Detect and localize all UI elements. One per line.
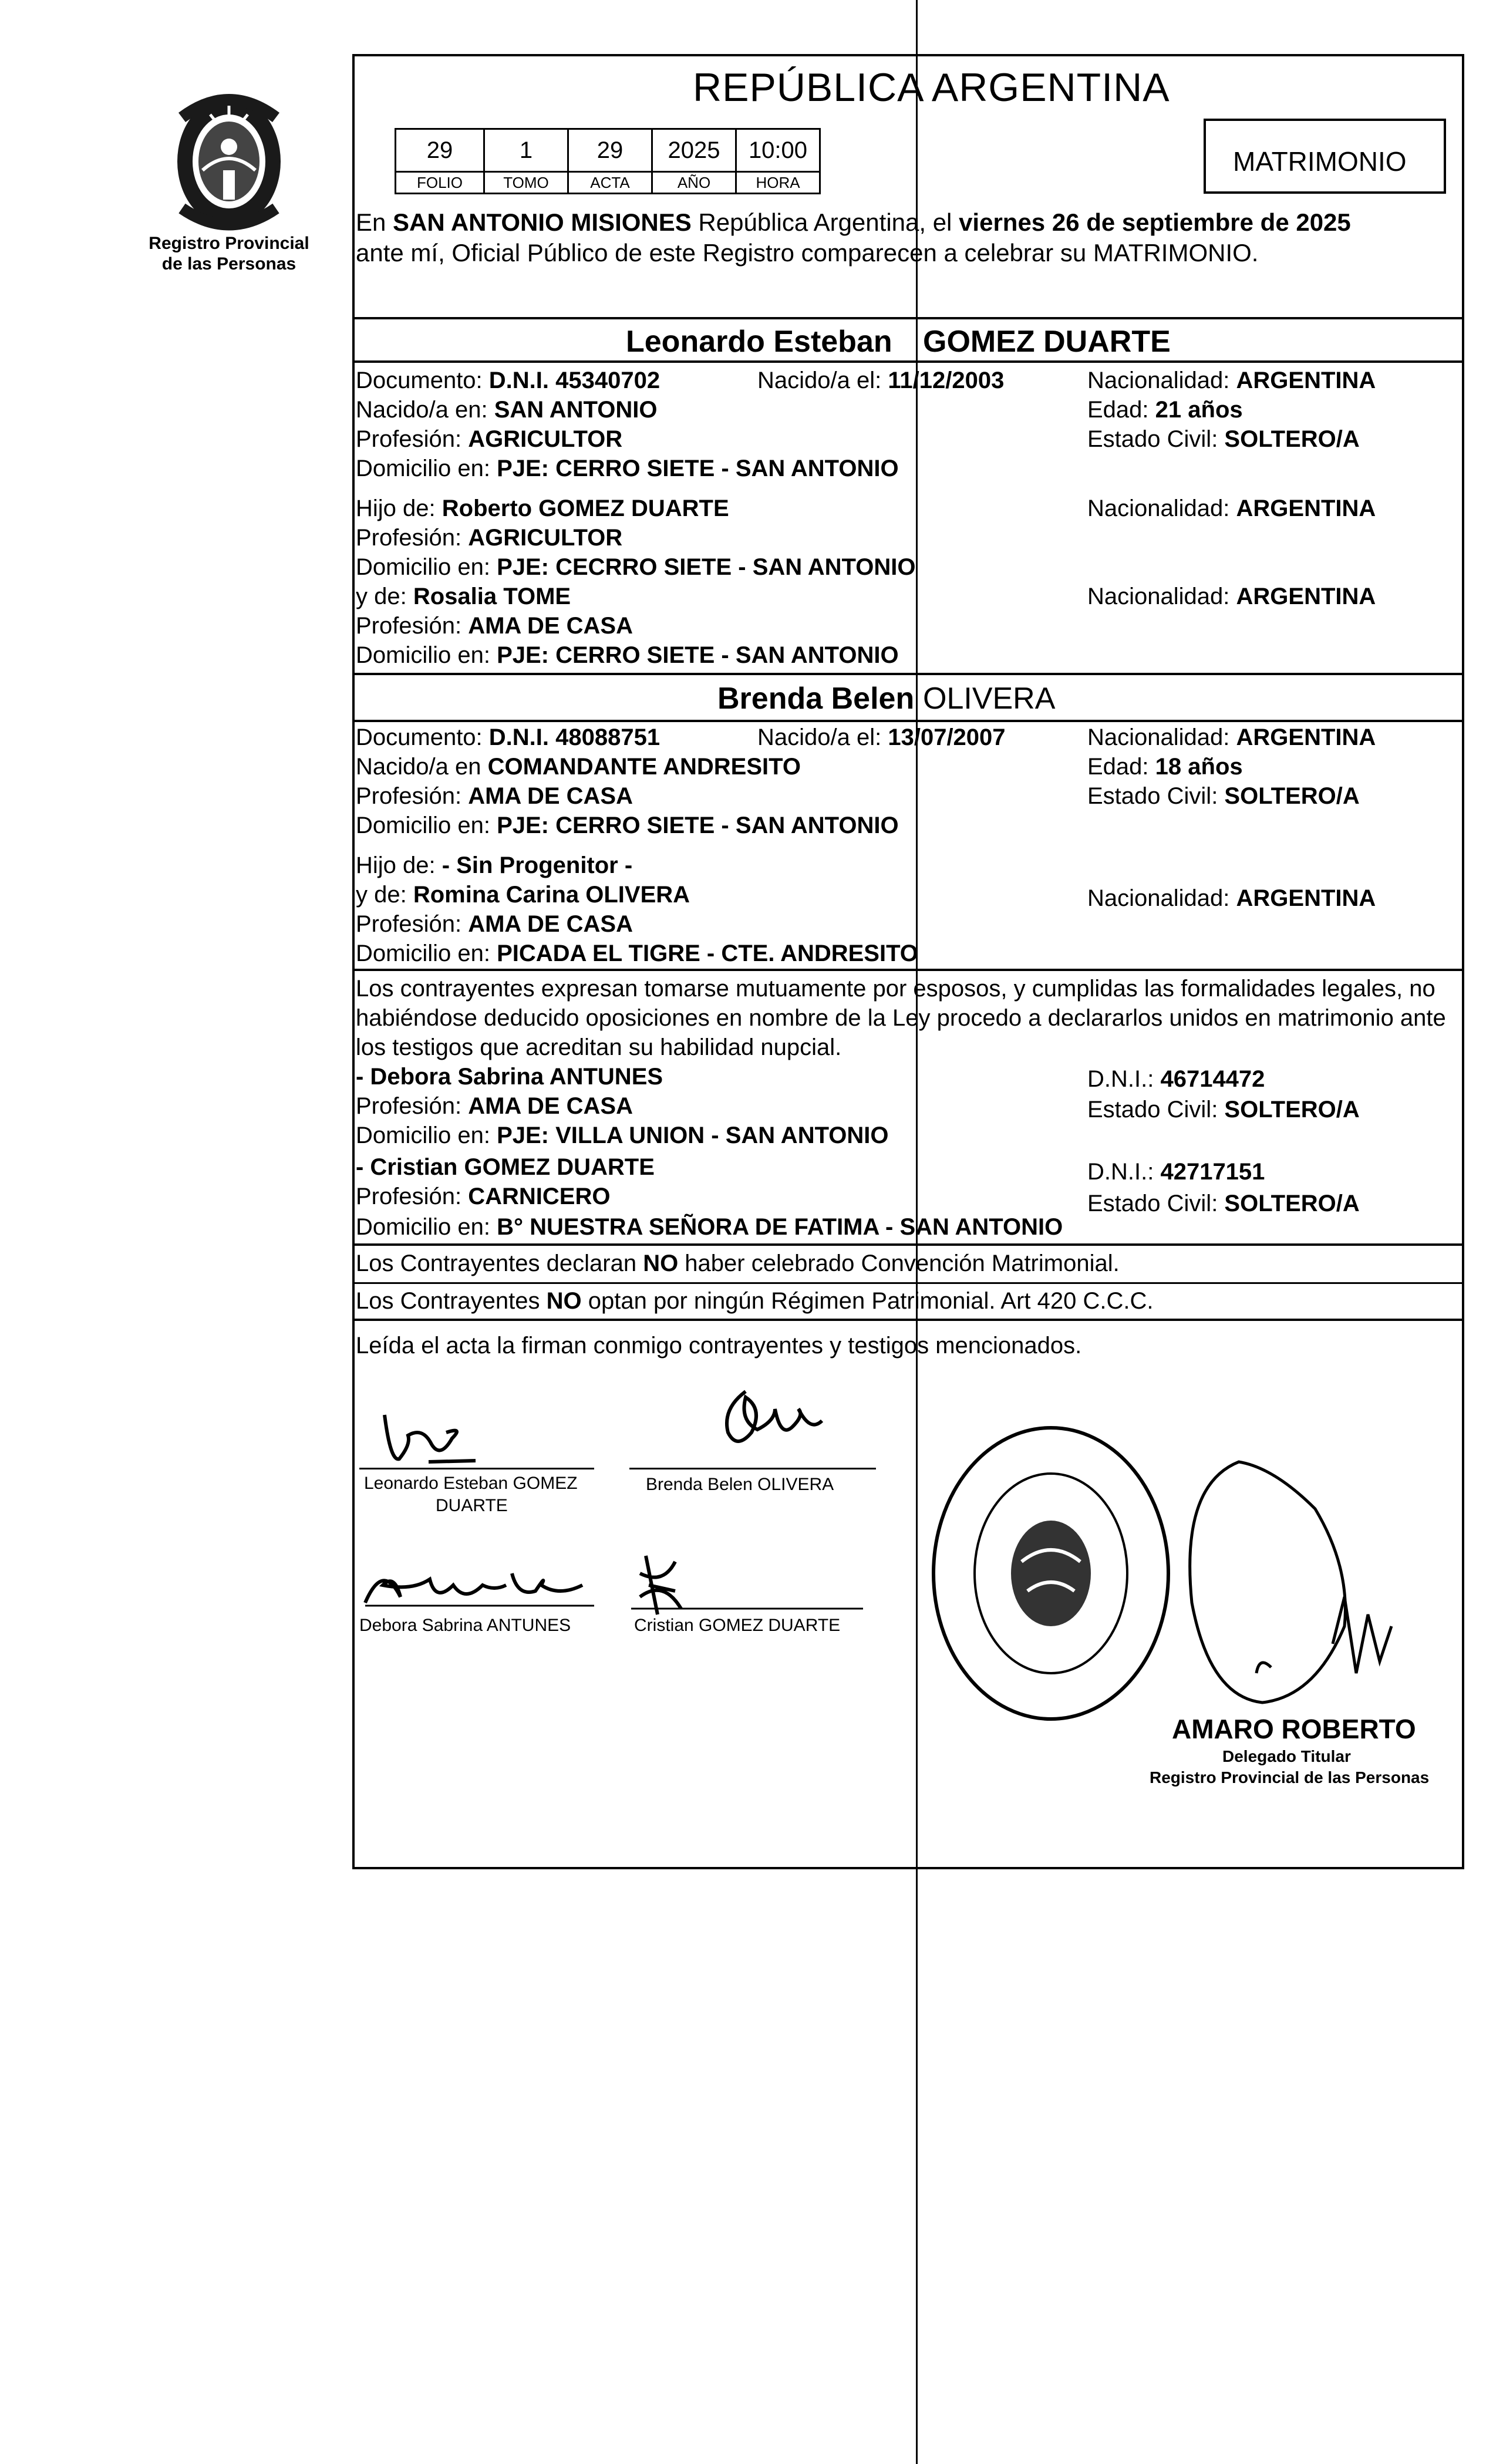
witness-1-profession-value: AMA DE CASA bbox=[468, 1093, 633, 1119]
year-label: AÑO bbox=[652, 172, 736, 194]
bride-mother-address: Domicilio en: PICADA EL TIGRE - CTE. ANDRESITO bbox=[356, 941, 918, 966]
groom-birthplace: Nacido/a en: SAN ANTONIO bbox=[356, 397, 658, 423]
groom-father-profession: Profesión: AGRICULTOR bbox=[356, 525, 623, 551]
form-right-border bbox=[1462, 54, 1464, 1868]
bride-nationality-value: ARGENTINA bbox=[1236, 724, 1376, 750]
witness-2-profession-value: CARNICERO bbox=[468, 1184, 611, 1209]
witness-2-address: Domicilio en: B° NUESTRA SEÑORA DE FATIMA - SAN ANTONIO bbox=[356, 1214, 1063, 1240]
folio-label: FOLIO bbox=[396, 172, 484, 194]
witness-1-address: Domicilio en: PJE: VILLA UNION - SAN ANTONIO bbox=[356, 1123, 889, 1148]
bride-father: Hijo de: - Sin Progenitor - bbox=[356, 852, 633, 878]
groom-document: Documento: D.N.I. 45340702 bbox=[356, 368, 660, 393]
bride-address: Domicilio en: PJE: CERRO SIETE - SAN ANTONIO bbox=[356, 813, 899, 838]
groom-dni: D.N.I. 45340702 bbox=[488, 368, 660, 393]
convention-no-1: NO bbox=[643, 1250, 679, 1276]
groom-father-nationality: Nacionalidad: ARGENTINA bbox=[1087, 496, 1376, 521]
official-role: Delegado Titular bbox=[1222, 1747, 1351, 1765]
acta-label: ACTA bbox=[568, 172, 652, 194]
groom-top-border bbox=[352, 317, 1464, 319]
groom-mother-nationality-value: ARGENTINA bbox=[1236, 584, 1376, 609]
groom-father-address: Domicilio en: PJE: CECRRO SIETE - SAN ANTONIO bbox=[356, 554, 916, 580]
bride-dni: D.N.I. 48088751 bbox=[488, 724, 660, 750]
bride-address-value: PJE: CERRO SIETE - SAN ANTONIO bbox=[497, 813, 899, 838]
groom-profession-value: AGRICULTOR bbox=[468, 426, 623, 452]
groom-signature-name-2: DUARTE bbox=[436, 1496, 508, 1515]
intro-text-a: En bbox=[356, 208, 393, 236]
witness-1-signature-name: Debora Sabrina ANTUNES bbox=[359, 1616, 571, 1635]
groom-given-names: Leonardo Esteban bbox=[626, 325, 892, 359]
groom-signature-line bbox=[359, 1468, 594, 1469]
declaration-top-border bbox=[352, 969, 1464, 971]
registry-seal bbox=[928, 1421, 1174, 1726]
bride-header-divider bbox=[352, 720, 1464, 722]
groom-profession: Profesión: AGRICULTOR bbox=[356, 426, 623, 452]
convention-no-2: NO bbox=[546, 1288, 582, 1314]
groom-birthdate-value: 11/12/2003 bbox=[888, 368, 1005, 393]
groom-age: Edad: 21 años bbox=[1087, 397, 1243, 423]
witness-2-profession: Profesión: CARNICERO bbox=[356, 1184, 611, 1209]
convention-top-border bbox=[352, 1243, 1464, 1246]
document-title: REPÚBLICA ARGENTINA bbox=[693, 65, 1170, 110]
bride-nationality: Nacionalidad: ARGENTINA bbox=[1087, 724, 1376, 750]
registry-name bbox=[129, 234, 329, 274]
witness-2-signature bbox=[628, 1550, 875, 1620]
groom-surname: GOMEZ DUARTE bbox=[923, 325, 1171, 359]
form-bottom-border bbox=[352, 1867, 1464, 1869]
groom-mother-address-value: PJE: CERRO SIETE - SAN ANTONIO bbox=[497, 642, 899, 668]
tomo-label: TOMO bbox=[484, 172, 568, 194]
intro-text-b: República Argentina, el bbox=[691, 208, 959, 236]
bride-signature-line bbox=[629, 1468, 876, 1469]
witness-2-dni-value: 42717151 bbox=[1160, 1159, 1265, 1185]
groom-address-value: PJE: CERRO SIETE - SAN ANTONIO bbox=[497, 456, 899, 481]
convention-line-2: Los Contrayentes NO optan por ningún Régimen Patrimonial. Art 420 C.C.C. bbox=[356, 1288, 1154, 1314]
bride-birthplace-value: COMANDANTE ANDRESITO bbox=[487, 754, 801, 780]
tomo-value: 1 bbox=[484, 129, 568, 172]
hour-label: HORA bbox=[736, 172, 820, 194]
witness-1-dni-value: 46714472 bbox=[1160, 1066, 1265, 1092]
intro-date: viernes 26 de septiembre de 2025 bbox=[959, 208, 1351, 236]
bride-mother-address-value: PICADA EL TIGRE - CTE. ANDRESITO bbox=[497, 941, 918, 966]
declaration-line-3: los testigos que acreditan su habilidad nupcial. bbox=[356, 1034, 842, 1060]
registry-name-line1: Registro Provincial bbox=[149, 234, 309, 253]
bride-birthdate-value: 13/07/2007 bbox=[888, 724, 1006, 750]
bride-mother-nationality-value: ARGENTINA bbox=[1236, 885, 1376, 911]
witness-2-civil-status: Estado Civil: SOLTERO/A bbox=[1087, 1191, 1360, 1216]
bride-document: Documento: D.N.I. 48088751 bbox=[356, 724, 660, 750]
groom-signature bbox=[376, 1403, 493, 1474]
groom-age-value: 21 años bbox=[1155, 397, 1243, 423]
bride-given-names: Brenda Belen bbox=[717, 682, 915, 716]
year-value: 2025 bbox=[652, 129, 736, 172]
act-reference-table bbox=[395, 128, 821, 194]
groom-civil-status-value: SOLTERO/A bbox=[1224, 426, 1360, 452]
bride-top-border bbox=[352, 673, 1464, 675]
witness-2-address-value: B° NUESTRA SEÑORA DE FATIMA - SAN ANTONIO bbox=[497, 1214, 1063, 1240]
groom-mother-profession: Profesión: AMA DE CASA bbox=[356, 613, 633, 639]
groom-father-name: Roberto GOMEZ DUARTE bbox=[442, 496, 729, 521]
groom-birthdate: Nacido/a el: 11/12/2003 bbox=[757, 368, 1005, 393]
groom-mother-nationality: Nacionalidad: ARGENTINA bbox=[1087, 584, 1376, 609]
witness-1-civil-status: Estado Civil: SOLTERO/A bbox=[1087, 1097, 1360, 1123]
hour-value: 10:00 bbox=[736, 129, 820, 172]
declaration-line-1: Los contrayentes expresan tomarse mutuamente por esposos, y cumplidas las formalidades legales, no bbox=[356, 976, 1435, 1002]
convention-middle-divider bbox=[352, 1282, 1464, 1284]
groom-signature-name-1: Leonardo Esteban GOMEZ bbox=[364, 1474, 578, 1493]
witness-2-dni: D.N.I.: 42717151 bbox=[1087, 1159, 1265, 1185]
witness-1-civil-status-value: SOLTERO/A bbox=[1224, 1097, 1360, 1123]
groom-nationality: Nacionalidad: ARGENTINA bbox=[1087, 368, 1376, 393]
bride-profession-value: AMA DE CASA bbox=[468, 783, 633, 809]
bride-mother-profession: Profesión: AMA DE CASA bbox=[356, 911, 633, 937]
bride-birthdate: Nacido/a el: 13/07/2007 bbox=[757, 724, 1006, 750]
witness-1-dni: D.N.I.: 46714472 bbox=[1087, 1066, 1265, 1092]
bride-mother: y de: Romina Carina OLIVERA bbox=[356, 882, 690, 908]
groom-father-address-value: PJE: CECRRO SIETE - SAN ANTONIO bbox=[497, 554, 916, 580]
bride-father-name: - Sin Progenitor - bbox=[442, 852, 633, 878]
convention-bottom-border bbox=[352, 1319, 1464, 1321]
intro-place: SAN ANTONIO MISIONES bbox=[393, 208, 692, 236]
groom-mother-name: Rosalia TOME bbox=[413, 584, 571, 609]
declaration-line-2: habiéndose deducido oposiciones en nombre de la Ley procedo a declararlos unidos en matrimonio ante bbox=[356, 1005, 1446, 1031]
acta-value: 29 bbox=[568, 129, 652, 172]
bride-profession: Profesión: AMA DE CASA bbox=[356, 783, 633, 809]
official-signature bbox=[1168, 1450, 1450, 1732]
witness-1-name: - Debora Sabrina ANTUNES bbox=[356, 1064, 663, 1090]
bride-mother-name: Romina Carina OLIVERA bbox=[413, 882, 690, 908]
bride-birthplace: Nacido/a en COMANDANTE ANDRESITO bbox=[356, 754, 801, 780]
closing-statement: Leída el acta la firman conmigo contrayentes y testigos mencionados. bbox=[356, 1333, 1082, 1359]
groom-civil-status: Estado Civil: SOLTERO/A bbox=[1087, 426, 1360, 452]
act-type-label: MATRIMONIO bbox=[1233, 146, 1407, 177]
convention-line-1: Los Contrayentes declaran NO haber celebrado Convención Matrimonial. bbox=[356, 1250, 1120, 1276]
witness-1-address-value: PJE: VILLA UNION - SAN ANTONIO bbox=[497, 1123, 889, 1148]
groom-nationality-value: ARGENTINA bbox=[1236, 368, 1376, 393]
bride-civil-status-value: SOLTERO/A bbox=[1224, 783, 1360, 809]
groom-father-profession-value: AGRICULTOR bbox=[468, 525, 623, 551]
groom-header-divider bbox=[352, 360, 1464, 363]
province-coat-of-arms bbox=[159, 82, 299, 235]
groom-mother: y de: Rosalia TOME bbox=[356, 584, 571, 609]
form-left-border bbox=[352, 54, 355, 1868]
groom-mother-address: Domicilio en: PJE: CERRO SIETE - SAN ANTONIO bbox=[356, 642, 899, 668]
intro-line-2: ante mí, Oficial Público de este Registro comparecen a celebrar su MATRIMONIO. bbox=[356, 239, 1259, 267]
groom-father-nationality-value: ARGENTINA bbox=[1236, 496, 1376, 521]
witness-1-profession: Profesión: AMA DE CASA bbox=[356, 1093, 633, 1119]
witness-2-name: - Cristian GOMEZ DUARTE bbox=[356, 1154, 655, 1180]
official-name: AMARO ROBERTO bbox=[1172, 1714, 1416, 1744]
bride-age-value: 18 años bbox=[1155, 754, 1243, 780]
registry-name-line2: de las Personas bbox=[161, 254, 296, 274]
form-top-border bbox=[352, 54, 1464, 56]
bride-age: Edad: 18 años bbox=[1087, 754, 1243, 780]
bride-mother-profession-value: AMA DE CASA bbox=[468, 911, 633, 937]
bride-signature-name: Brenda Belen OLIVERA bbox=[646, 1475, 834, 1494]
groom-father: Hijo de: Roberto GOMEZ DUARTE bbox=[356, 496, 729, 521]
folio-value: 29 bbox=[396, 129, 484, 172]
witness-2-civil-status-value: SOLTERO/A bbox=[1224, 1191, 1360, 1216]
bride-surname: OLIVERA bbox=[923, 682, 1056, 716]
groom-birthplace-value: SAN ANTONIO bbox=[494, 397, 658, 423]
witness-1-signature bbox=[359, 1550, 606, 1620]
witness-2-signature-name: Cristian GOMEZ DUARTE bbox=[634, 1616, 841, 1635]
official-office: Registro Provincial de las Personas bbox=[1150, 1768, 1430, 1787]
bride-mother-nationality: Nacionalidad: ARGENTINA bbox=[1087, 885, 1376, 911]
bride-signature bbox=[710, 1386, 828, 1462]
groom-mother-profession-value: AMA DE CASA bbox=[468, 613, 633, 639]
intro-line-1 bbox=[356, 210, 1351, 235]
bride-civil-status: Estado Civil: SOLTERO/A bbox=[1087, 783, 1360, 809]
groom-address: Domicilio en: PJE: CERRO SIETE - SAN ANTONIO bbox=[356, 456, 899, 481]
